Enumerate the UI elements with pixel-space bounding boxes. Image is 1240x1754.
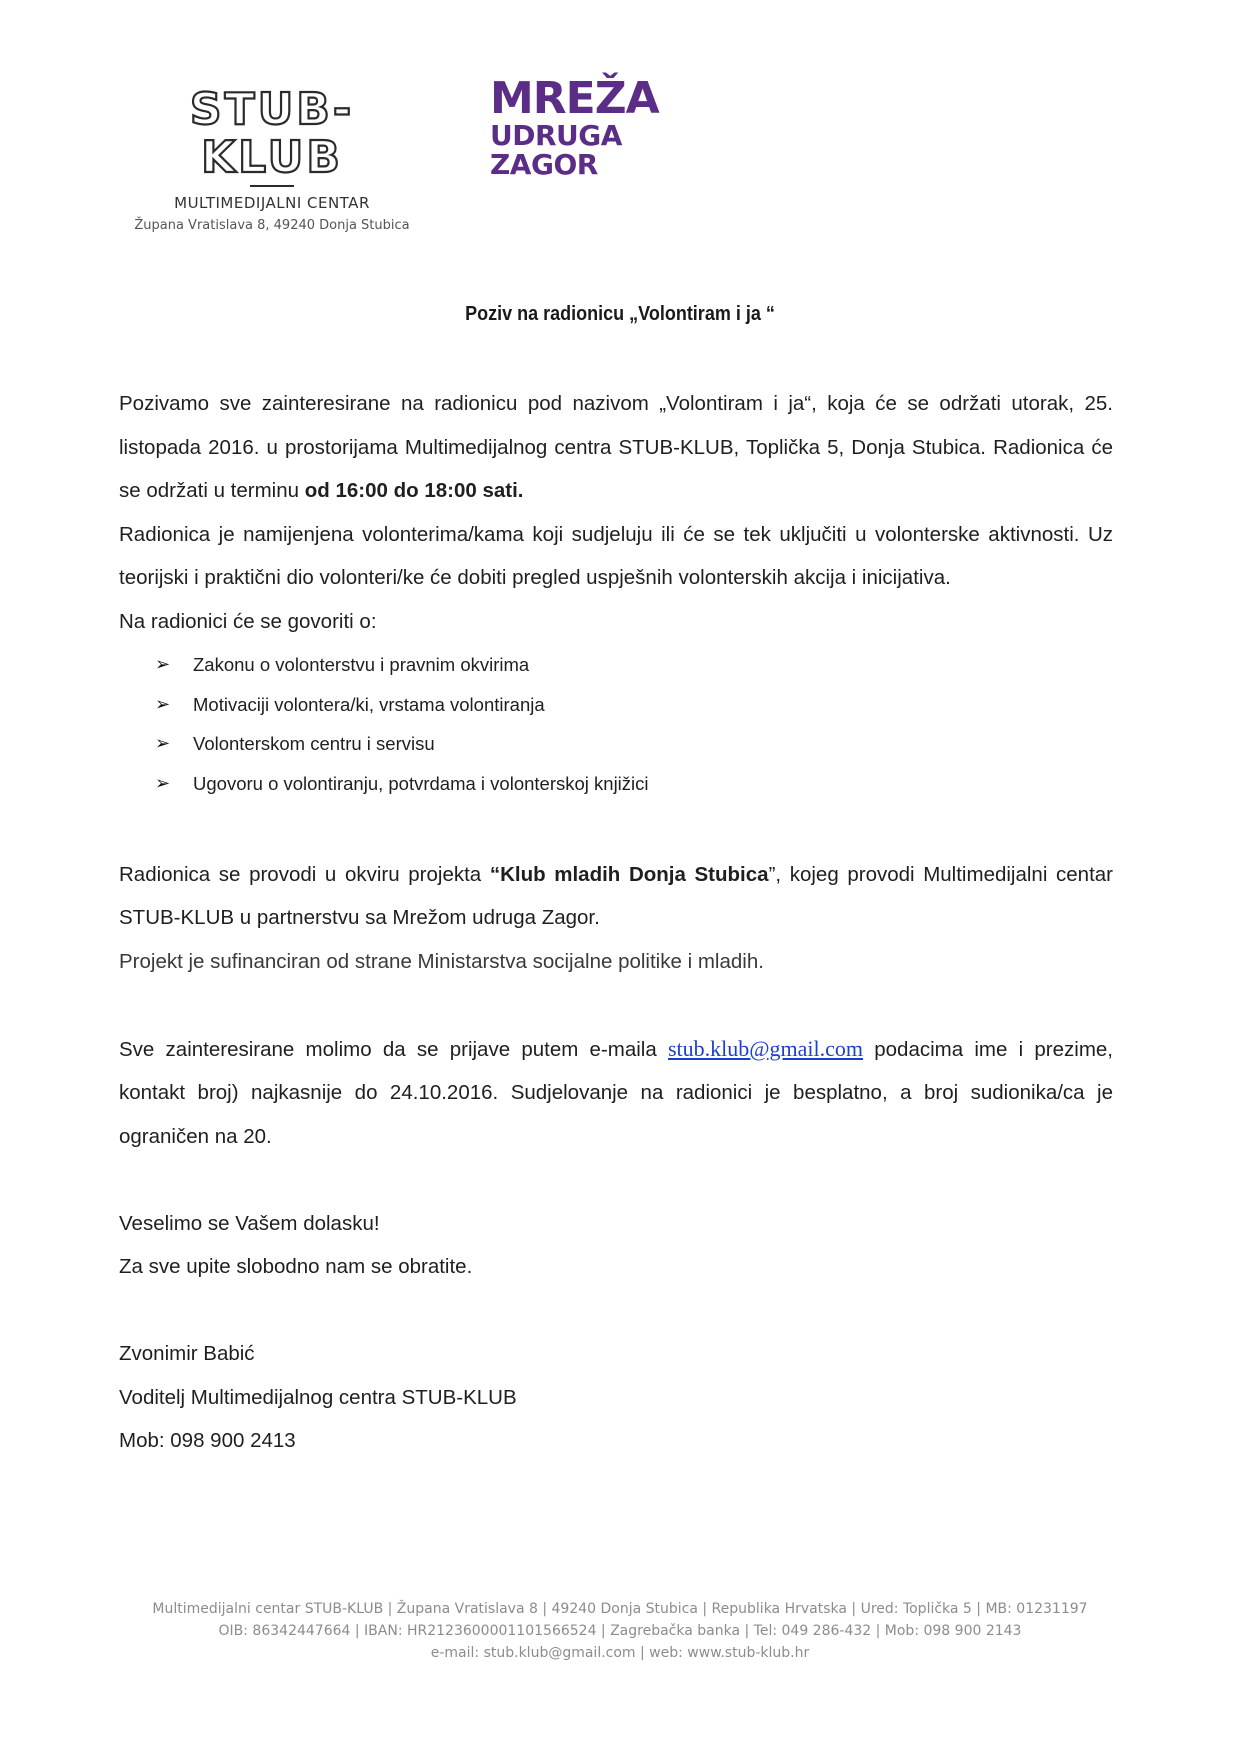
zagor-logo-line3: ZAGOR [490, 148, 598, 181]
arrow-bullet-icon: ➢ [155, 733, 171, 753]
signature-name: Zvonimir Babić [119, 1342, 255, 1365]
spacer [119, 1289, 1113, 1333]
topic-text: Ugovoru o volontiranju, potvrdama i volonterskoj knjižici [193, 772, 649, 794]
stub-klub-address: Župana Vratislava 8, 49240 Donja Stubica [134, 218, 410, 233]
apply-text-b: podacima ime i prezime, kontakt broj) najkasnije do 24.10.2016. Sudjelovanje na radionici je besplatno, a broj sudionika/ca je ograničen na 20. [119, 1037, 1113, 1148]
topic-text: Zakonu o volonterstvu i pravnim okvirima [193, 654, 530, 675]
spacer [119, 809, 1113, 853]
apply-text-a: Sve zainteresirane molimo da se prijave putem e-maila [119, 1037, 668, 1061]
footer-line-3: e-mail: stub.klub@gmail.com | web: www.stub-klub.hr [430, 1645, 810, 1661]
purpose-paragraph: Radionica je namijenjena volonterima/kama koji sudjeluju ili će se tek uključiti u volonterske aktivnosti. Uz teorijski i praktični dio volonteri/ke će dobiti pregled uspješnih volonterskih akcija i inicijativa. [119, 522, 1113, 589]
intro-text: Pozivamo sve zainteresirane na radionicu pod nazivom „Volontiram i ja“, koja će se održati utorak, 25. listopada 2016. u prostorijama Multimedijalnog centra STUB-KLUB, Toplička 5, Donja Stubica. Radionica će se održati u terminu [119, 392, 1113, 502]
stub-klub-logo [122, 86, 422, 239]
topics-list [119, 645, 1113, 803]
topics-intro: Na radionici će se govoriti o: [119, 609, 377, 633]
stub-klub-subtitle: MULTIMEDIJALNI CENTAR [174, 194, 370, 212]
closing-line-2: Za sve upite slobodno nam se obratite. [119, 1255, 473, 1278]
logo-divider [250, 185, 294, 187]
project-text-b: ”, kojeg provodi Multimedijalni centar STUB-KLUB u partnerstvu sa Mrežom udruga Zagor. [119, 862, 1113, 929]
project-paragraph [119, 853, 1113, 940]
list-item [155, 645, 1113, 685]
email-link[interactable]: stub.klub@gmail.com [667, 1035, 864, 1061]
stub-klub-wordmark: STUB-KLUB [189, 84, 355, 183]
application-paragraph [119, 1027, 1113, 1159]
signature-phone: Mob: 098 900 2413 [119, 1429, 296, 1452]
zagor-logo-line2: UDRUGA [490, 119, 622, 152]
arrow-bullet-icon: ➢ [155, 654, 171, 674]
page-footer [0, 1598, 1240, 1664]
topic-text: Volonterskom centru i servisu [193, 733, 435, 754]
mreza-udruga-zagor-logo [490, 73, 680, 181]
workshop-time: od 16:00 do 18:00 sati. [304, 479, 524, 502]
letter-body [119, 382, 1113, 1463]
arrow-bullet-icon: ➢ [155, 693, 171, 714]
project-text-a: Radionica se provodi u okviru projekta [119, 862, 490, 886]
signature-role: Voditelj Multimedijalnog centra STUB-KLUB [119, 1385, 517, 1409]
footer-line-2: OIB: 86342447664 | IBAN: HR2123600001101566524 | Zagrebačka banka | Tel: 049 286-432 | Mob: 098 900 2143 [218, 1623, 1022, 1639]
list-item [155, 685, 1113, 725]
footer-line-1: Multimedijalni centar STUB-KLUB | Župana Vratislava 8 | 49240 Donja Stubica | Republika Hrvatska | Ured: Toplička 5 | MB: 01231197 [152, 1601, 1088, 1617]
zagor-logo-line1: MREŽA [490, 73, 659, 124]
list-item [155, 724, 1113, 764]
intro-paragraph [119, 382, 1113, 513]
spacer [119, 983, 1113, 1027]
project-name: “Klub mladih Donja Stubica [489, 862, 769, 886]
funding-paragraph: Projekt je sufinanciran od strane Ministarstva socijalne politike i mladih. [119, 949, 764, 973]
document-title: Poziv na radionicu „Volontiram i ja “ [465, 303, 775, 325]
arrow-bullet-icon: ➢ [155, 772, 171, 793]
closing-line-1: Veselimo se Vašem dolasku! [119, 1211, 380, 1235]
topic-text: Motivaciji volontera/ki, vrstama volontiranja [193, 693, 545, 715]
spacer [119, 1158, 1113, 1202]
list-item [155, 764, 1113, 804]
